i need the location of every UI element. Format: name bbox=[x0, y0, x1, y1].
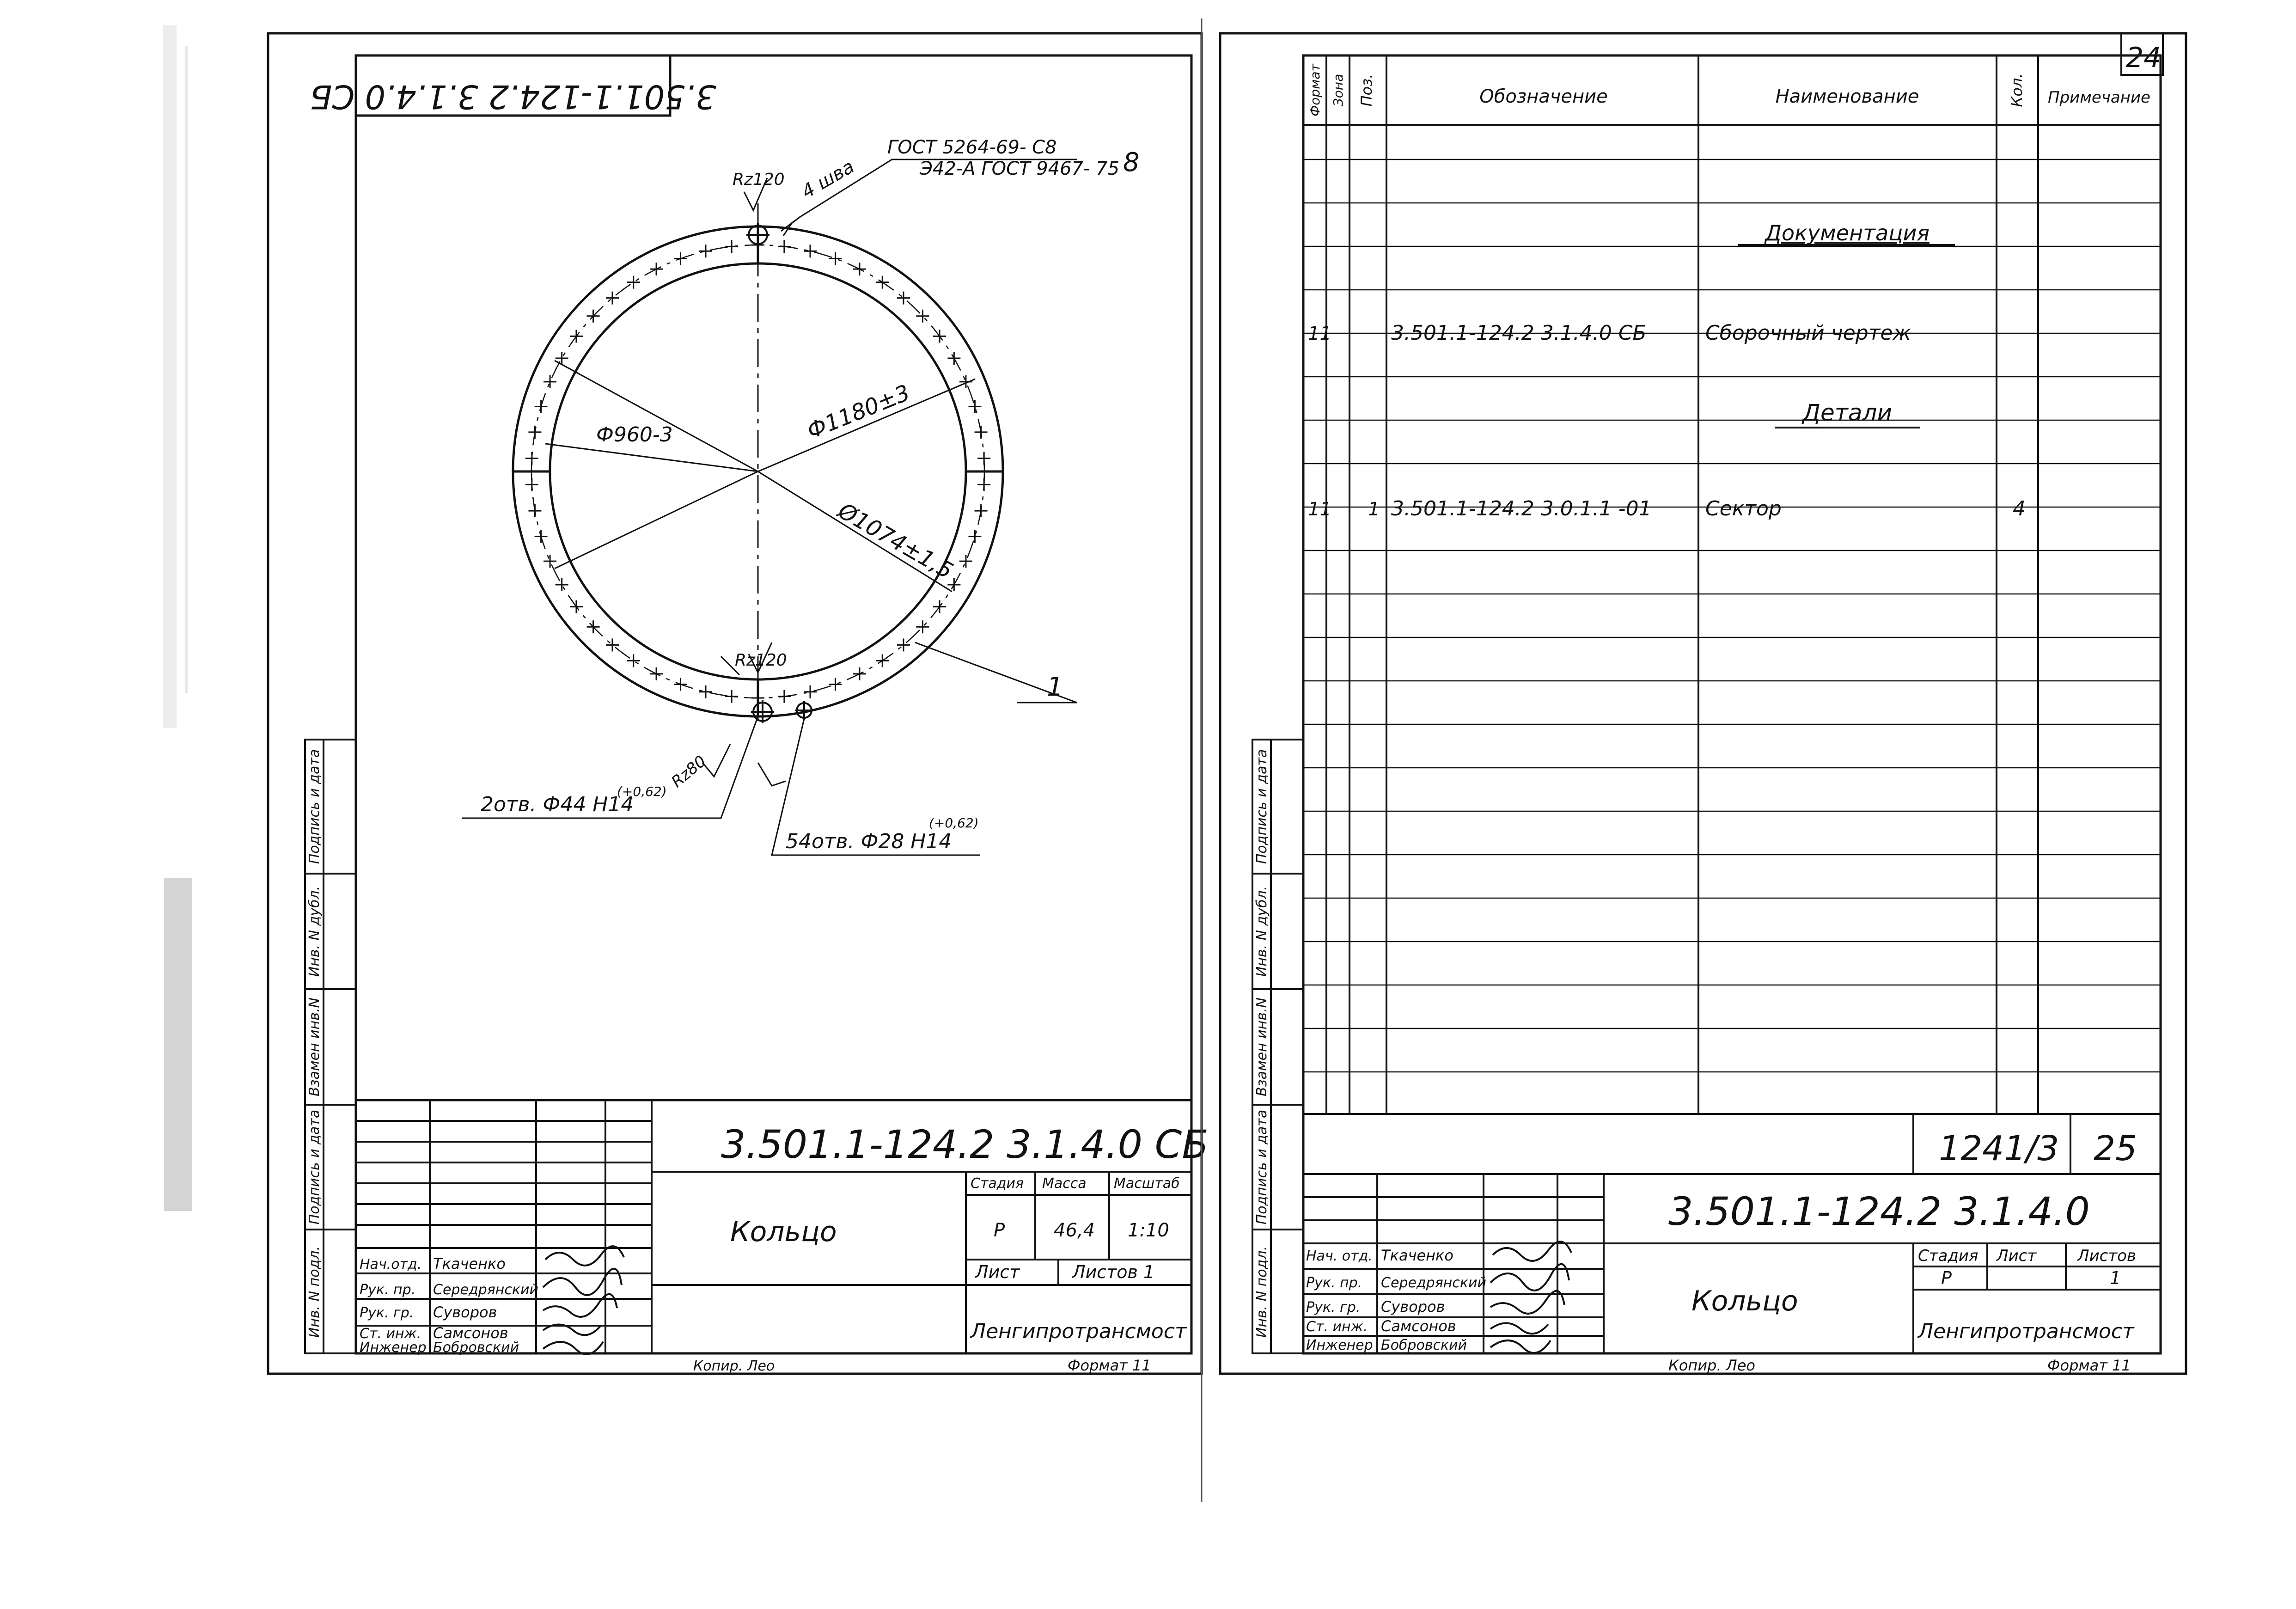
header-pos: Поз. bbox=[1358, 73, 1375, 107]
right-signer-name-2: Суворов bbox=[1381, 1298, 1445, 1315]
left-title-code: 3.501.1-124.2 3.1.4.0 СБ bbox=[721, 1122, 1209, 1167]
spec-table-grid bbox=[1303, 55, 2161, 1114]
inventory-number: 1241/3 bbox=[1939, 1129, 2059, 1169]
header-format: Формат bbox=[1307, 64, 1323, 116]
roughness-bottom: Rz120 bbox=[735, 651, 787, 670]
left-signer-role-3: Ст. инж. bbox=[360, 1326, 421, 1342]
weld-note-line1: ГОСТ 5264-69- С8 bbox=[887, 137, 1057, 158]
left-side-label-0: Инв. N подл. bbox=[306, 1246, 323, 1338]
page-number: 24 bbox=[2126, 42, 2162, 74]
right-title-code: 3.501.1-124.2 3.1.4.0 bbox=[1668, 1189, 2090, 1234]
row-1-pos: 1 bbox=[1368, 499, 1380, 520]
right-sheets-label: Листов bbox=[2077, 1247, 2137, 1265]
left-stage-value: Р bbox=[994, 1220, 1005, 1241]
left-signer-name-3: Самсонов bbox=[433, 1324, 508, 1342]
hole-tol-2: (+0,62) bbox=[617, 784, 667, 799]
left-scale-label: Масштаб bbox=[1114, 1175, 1180, 1192]
right-signer-role-0: Нач. отд. bbox=[1306, 1248, 1373, 1264]
header-name: Наименование bbox=[1775, 86, 1919, 107]
row-1-name: Сектор bbox=[1705, 497, 1782, 520]
left-signer-role-4: Инженер bbox=[360, 1340, 427, 1356]
right-sheet-label: Лист bbox=[1997, 1247, 2037, 1265]
spec-row-lines bbox=[1303, 159, 2161, 1072]
right-footer-format: Формат 11 bbox=[2047, 1357, 2131, 1374]
right-signer-role-3: Ст. инж. bbox=[1306, 1319, 1368, 1335]
left-signer-role-1: Рук. пр. bbox=[360, 1282, 416, 1298]
left-mass-value: 46,4 bbox=[1054, 1220, 1095, 1241]
dim-inner-diameter: Ф960-3 bbox=[596, 423, 673, 447]
left-side-label-1: Подпись и дата bbox=[306, 1109, 323, 1225]
dim-bolt-diameter: Ø1074±1,5 bbox=[834, 497, 958, 584]
left-sheet bbox=[268, 33, 1202, 1374]
header-designation: Обозначение bbox=[1479, 86, 1608, 107]
row-0-designation: 3.501.1-124.2 3.1.4.0 СБ bbox=[1391, 321, 1647, 345]
left-signer-name-4: Бобровский bbox=[433, 1340, 519, 1356]
right-org: Ленгипротрансмост bbox=[1918, 1320, 2134, 1343]
left-stage-label: Стадия bbox=[971, 1175, 1024, 1192]
left-scale-value: 1:10 bbox=[1128, 1220, 1169, 1241]
hole-note-2: 2отв. Ф44 Н14 bbox=[481, 793, 634, 816]
left-signer-role-0: Нач.отд. bbox=[360, 1256, 422, 1273]
left-signer-role-2: Рук. гр. bbox=[360, 1305, 414, 1321]
dimension-lines bbox=[545, 203, 1077, 721]
weld-symbol: 8 bbox=[1123, 147, 1140, 177]
right-signer-role-2: Рук. гр. bbox=[1306, 1299, 1361, 1315]
section-documentation: Документация bbox=[1765, 220, 1930, 245]
left-sheet-label: Лист bbox=[975, 1262, 1020, 1282]
left-signatures bbox=[543, 1246, 624, 1354]
right-stage-value: Р bbox=[1941, 1268, 1952, 1288]
scan-noise bbox=[163, 25, 192, 1211]
dim-outer-diameter: Ф1180±3 bbox=[803, 379, 914, 445]
left-sheets-label: Листов 1 bbox=[1072, 1262, 1155, 1282]
right-side-label-3: Инв. N дубл. bbox=[1254, 886, 1270, 977]
part-position-label: 1 bbox=[1047, 672, 1063, 702]
right-stage-label: Стадия bbox=[1918, 1247, 1978, 1265]
left-title-name: Кольцо bbox=[730, 1216, 837, 1248]
hole-leaders bbox=[462, 656, 980, 855]
roughness-hole: Rz80 bbox=[668, 752, 710, 791]
left-side-label-2: Взамен инв.N bbox=[306, 997, 323, 1096]
left-side-label-3: Инв. N дубл. bbox=[306, 886, 323, 977]
row-1-designation: 3.501.1-124.2 3.0.1.1 -01 bbox=[1391, 497, 1652, 520]
right-sheets-value: 1 bbox=[2110, 1268, 2121, 1288]
lifting-holes bbox=[746, 223, 813, 723]
right-signer-role-4: Инженер bbox=[1306, 1337, 1373, 1353]
left-signer-name-1: Середрянский bbox=[433, 1282, 538, 1298]
section-details: Детали bbox=[1802, 399, 1893, 426]
weld-note-line2: Э42-А ГОСТ 9467- 75 bbox=[920, 158, 1120, 179]
left-org: Ленгипротрансмост bbox=[971, 1320, 1187, 1343]
sheet-number: 25 bbox=[2094, 1129, 2137, 1169]
right-signer-name-3: Самсонов bbox=[1381, 1317, 1456, 1335]
right-sheet bbox=[1220, 33, 2186, 1374]
right-footer-copy: Копир. Лео bbox=[1668, 1357, 1755, 1374]
left-footer-copy: Копир. Лео bbox=[693, 1358, 775, 1374]
right-outer-border bbox=[1220, 33, 2186, 1374]
right-side-label-0: Инв. N подл. bbox=[1254, 1246, 1270, 1338]
header-note: Примечание bbox=[2048, 88, 2150, 107]
right-side-label-4: Подпись и дата bbox=[1254, 749, 1270, 864]
right-signer-name-4: Бобровский bbox=[1381, 1337, 1467, 1353]
stamp-code-rotated: 3.501.1-124.2 3.1.4.0 СБ bbox=[310, 78, 716, 116]
left-signer-name-0: Ткаченко bbox=[433, 1255, 506, 1273]
roughness-top: Rz120 bbox=[733, 170, 785, 189]
hole-note-54: 54отв. Ф28 Н14 bbox=[786, 830, 952, 853]
header-zone: Зона bbox=[1331, 73, 1346, 107]
header-qty: Кол. bbox=[2008, 73, 2026, 107]
hole-tol-54: (+0,62) bbox=[929, 815, 979, 831]
right-signer-name-0: Ткаченко bbox=[1381, 1247, 1453, 1264]
row-1-format: 11 bbox=[1308, 499, 1331, 520]
left-signer-name-2: Суворов bbox=[433, 1303, 497, 1321]
left-side-label-4: Подпись и дата bbox=[306, 749, 323, 864]
row-0-format: 11 bbox=[1308, 323, 1331, 344]
right-signer-name-1: Середрянский bbox=[1381, 1275, 1486, 1291]
weld-count: 4 шва bbox=[798, 156, 858, 203]
right-title-name: Кольцо bbox=[1691, 1285, 1798, 1317]
right-side-label-1: Подпись и дата bbox=[1254, 1109, 1270, 1225]
row-1-qty: 4 bbox=[2013, 497, 2026, 520]
right-signer-role-1: Рук. пр. bbox=[1306, 1275, 1362, 1291]
left-footer-format: Формат 11 bbox=[1068, 1357, 1151, 1374]
ring-drawing bbox=[462, 159, 1077, 855]
left-mass-label: Масса bbox=[1042, 1175, 1087, 1192]
row-0-name: Сборочный чертеж bbox=[1705, 321, 1911, 345]
right-side-label-2: Взамен инв.N bbox=[1254, 997, 1270, 1096]
